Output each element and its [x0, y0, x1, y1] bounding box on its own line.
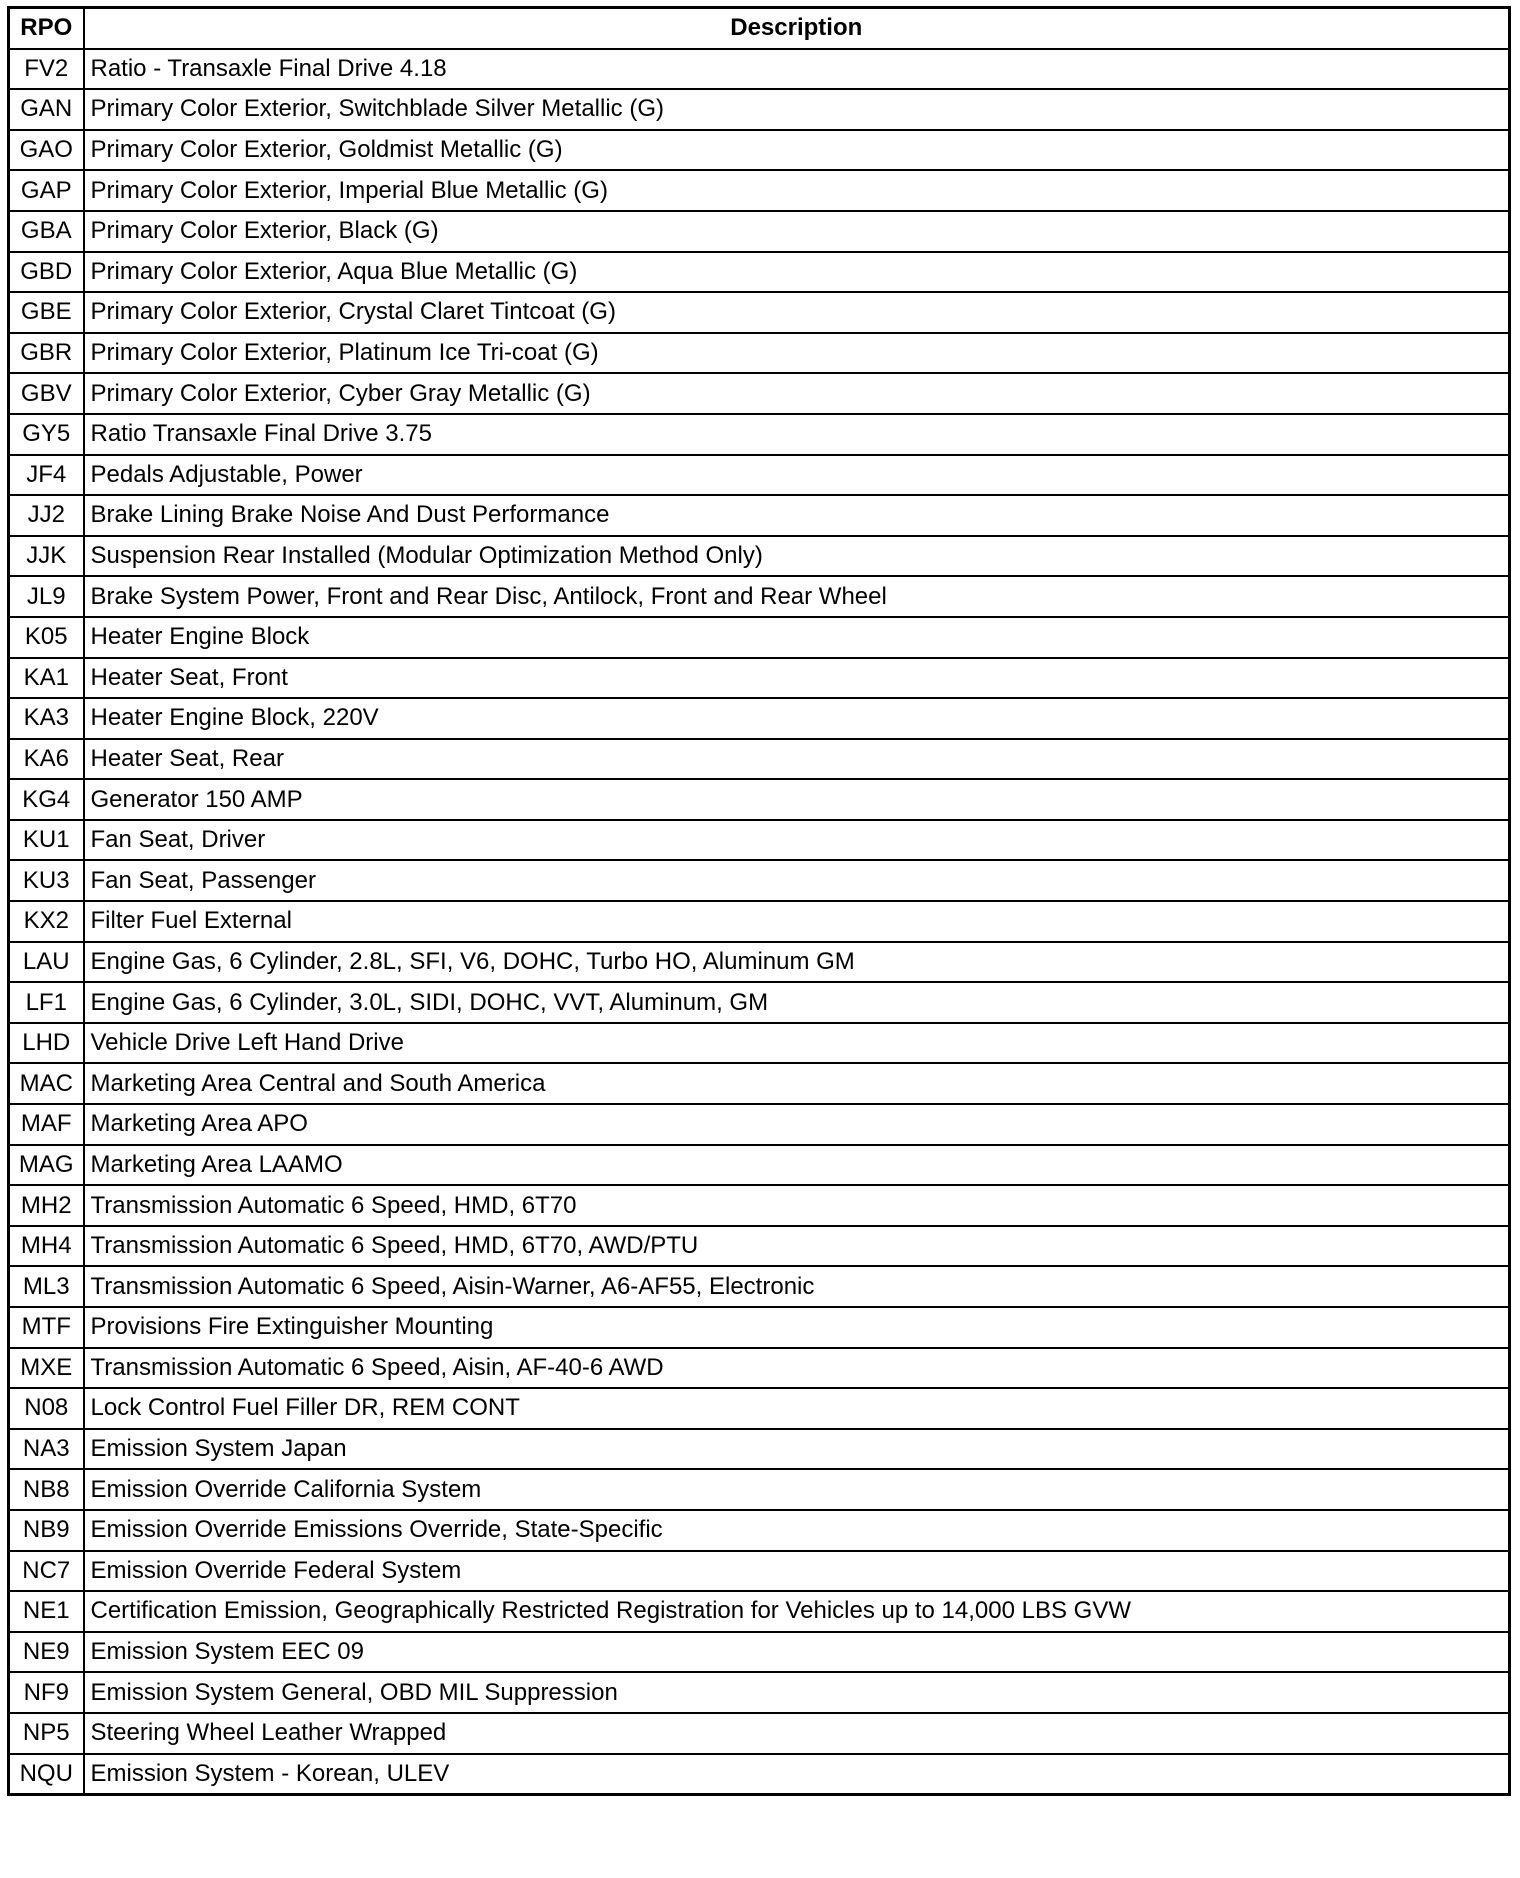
rpo-code-cell: JL9	[9, 576, 84, 617]
description-cell: Primary Color Exterior, Imperial Blue Metallic (G)	[84, 170, 1510, 211]
description-cell: Transmission Automatic 6 Speed, HMD, 6T70	[84, 1185, 1510, 1226]
table-row	[9, 1713, 1510, 1754]
table-row	[9, 292, 1510, 333]
rpo-code-cell: GBA	[9, 211, 84, 252]
table-row	[9, 49, 1510, 90]
rpo-code-cell: GBR	[9, 333, 84, 374]
rpo-code-cell: NQU	[9, 1754, 84, 1795]
table-row	[9, 373, 1510, 414]
rpo-code-cell: MH2	[9, 1185, 84, 1226]
header-row	[9, 8, 1510, 49]
description-cell: Suspension Rear Installed (Modular Optimization Method Only)	[84, 536, 1510, 577]
table-row	[9, 820, 1510, 861]
rpo-code-cell: KG4	[9, 779, 84, 820]
table-row	[9, 901, 1510, 942]
table-row	[9, 495, 1510, 536]
table-row	[9, 1185, 1510, 1226]
rpo-code-cell: JJ2	[9, 495, 84, 536]
table-row	[9, 617, 1510, 658]
table-row	[9, 860, 1510, 901]
description-cell: Vehicle Drive Left Hand Drive	[84, 1023, 1510, 1064]
rpo-code-cell: MAF	[9, 1104, 84, 1145]
description-cell: Fan Seat, Passenger	[84, 860, 1510, 901]
description-cell: Emission Override California System	[84, 1469, 1510, 1510]
rpo-code-cell: GBE	[9, 292, 84, 333]
rpo-code-cell: NC7	[9, 1551, 84, 1592]
description-cell: Marketing Area LAAMO	[84, 1145, 1510, 1186]
description-cell: Primary Color Exterior, Black (G)	[84, 211, 1510, 252]
description-cell: Primary Color Exterior, Cyber Gray Metallic (G)	[84, 373, 1510, 414]
table-row	[9, 1672, 1510, 1713]
description-cell: Emission Override Federal System	[84, 1551, 1510, 1592]
table-row	[9, 1754, 1510, 1795]
description-cell: Heater Seat, Rear	[84, 739, 1510, 780]
rpo-code-cell: KA6	[9, 739, 84, 780]
rpo-code-cell: NB9	[9, 1510, 84, 1551]
rpo-code-cell: JJK	[9, 536, 84, 577]
table-row	[9, 1591, 1510, 1632]
rpo-code-cell: FV2	[9, 49, 84, 90]
table-row	[9, 1510, 1510, 1551]
table-row	[9, 89, 1510, 130]
description-cell: Primary Color Exterior, Goldmist Metallic (G)	[84, 130, 1510, 171]
rpo-column-header: RPO	[9, 8, 84, 49]
table-row	[9, 739, 1510, 780]
description-cell: Brake System Power, Front and Rear Disc, Antilock, Front and Rear Wheel	[84, 576, 1510, 617]
description-cell: Marketing Area APO	[84, 1104, 1510, 1145]
rpo-code-cell: KA3	[9, 698, 84, 739]
description-cell: Marketing Area Central and South America	[84, 1063, 1510, 1104]
description-cell: Engine Gas, 6 Cylinder, 3.0L, SIDI, DOHC, VVT, Aluminum, GM	[84, 982, 1510, 1023]
table-row	[9, 1226, 1510, 1267]
rpo-code-cell: KU3	[9, 860, 84, 901]
description-cell: Fan Seat, Driver	[84, 820, 1510, 861]
rpo-code-cell: KA1	[9, 658, 84, 699]
table-row	[9, 130, 1510, 171]
rpo-code-cell: GBV	[9, 373, 84, 414]
table-row	[9, 576, 1510, 617]
table-row	[9, 414, 1510, 455]
description-cell: Steering Wheel Leather Wrapped	[84, 1713, 1510, 1754]
rpo-code-cell: NB8	[9, 1469, 84, 1510]
rpo-code-cell: NE1	[9, 1591, 84, 1632]
table-row	[9, 982, 1510, 1023]
table-row	[9, 779, 1510, 820]
table-row	[9, 1632, 1510, 1673]
rpo-code-cell: GY5	[9, 414, 84, 455]
table-row	[9, 1266, 1510, 1307]
rpo-code-cell: MAC	[9, 1063, 84, 1104]
description-cell: Provisions Fire Extinguisher Mounting	[84, 1307, 1510, 1348]
table-row	[9, 942, 1510, 983]
rpo-code-cell: NE9	[9, 1632, 84, 1673]
description-cell: Primary Color Exterior, Switchblade Silver Metallic (G)	[84, 89, 1510, 130]
description-cell: Generator 150 AMP	[84, 779, 1510, 820]
table-header	[9, 8, 1510, 49]
description-cell: Ratio Transaxle Final Drive 3.75	[84, 414, 1510, 455]
description-cell: Heater Engine Block	[84, 617, 1510, 658]
table-row	[9, 536, 1510, 577]
table-row	[9, 658, 1510, 699]
description-cell: Emission System EEC 09	[84, 1632, 1510, 1673]
table-row	[9, 1348, 1510, 1389]
rpo-code-cell: NA3	[9, 1429, 84, 1470]
rpo-code-cell: GAP	[9, 170, 84, 211]
table-row	[9, 252, 1510, 293]
rpo-code-cell: N08	[9, 1388, 84, 1429]
rpo-code-cell: GAO	[9, 130, 84, 171]
description-cell: Ratio - Transaxle Final Drive 4.18	[84, 49, 1510, 90]
description-cell: Filter Fuel External	[84, 901, 1510, 942]
table-row	[9, 1388, 1510, 1429]
rpo-code-cell: GBD	[9, 252, 84, 293]
table-row	[9, 1307, 1510, 1348]
table-row	[9, 1551, 1510, 1592]
rpo-code-cell: K05	[9, 617, 84, 658]
description-cell: Certification Emission, Geographically Restricted Registration for Vehicles up to 14,000 LBS GVW	[84, 1591, 1510, 1632]
rpo-code-cell: ML3	[9, 1266, 84, 1307]
rpo-code-cell: MTF	[9, 1307, 84, 1348]
rpo-code-cell: GAN	[9, 89, 84, 130]
table-row	[9, 1145, 1510, 1186]
rpo-table	[7, 6, 1511, 1796]
table-row	[9, 211, 1510, 252]
description-cell: Primary Color Exterior, Platinum Ice Tri-coat (G)	[84, 333, 1510, 374]
description-cell: Emission System General, OBD MIL Suppression	[84, 1672, 1510, 1713]
rpo-code-cell: JF4	[9, 455, 84, 496]
description-cell: Emission Override Emissions Override, State-Specific	[84, 1510, 1510, 1551]
description-cell: Heater Engine Block, 220V	[84, 698, 1510, 739]
rpo-code-cell: NP5	[9, 1713, 84, 1754]
table-row	[9, 1429, 1510, 1470]
table-row	[9, 333, 1510, 374]
rpo-code-cell: MAG	[9, 1145, 84, 1186]
description-column-header: Description	[84, 8, 1510, 49]
rpo-code-cell: LF1	[9, 982, 84, 1023]
table-row	[9, 1063, 1510, 1104]
description-cell: Brake Lining Brake Noise And Dust Performance	[84, 495, 1510, 536]
description-cell: Transmission Automatic 6 Speed, Aisin, AF-40-6 AWD	[84, 1348, 1510, 1389]
description-cell: Transmission Automatic 6 Speed, HMD, 6T70, AWD/PTU	[84, 1226, 1510, 1267]
rpo-code-cell: MH4	[9, 1226, 84, 1267]
description-cell: Lock Control Fuel Filler DR, REM CONT	[84, 1388, 1510, 1429]
rpo-code-cell: KX2	[9, 901, 84, 942]
table-row	[9, 698, 1510, 739]
table-row	[9, 1469, 1510, 1510]
description-cell: Heater Seat, Front	[84, 658, 1510, 699]
table-row	[9, 1104, 1510, 1145]
table-row	[9, 1023, 1510, 1064]
description-cell: Pedals Adjustable, Power	[84, 455, 1510, 496]
rpo-code-cell: KU1	[9, 820, 84, 861]
description-cell: Emission System - Korean, ULEV	[84, 1754, 1510, 1795]
rpo-code-cell: LAU	[9, 942, 84, 983]
table-row	[9, 170, 1510, 211]
description-cell: Transmission Automatic 6 Speed, Aisin-Warner, A6-AF55, Electronic	[84, 1266, 1510, 1307]
description-cell: Emission System Japan	[84, 1429, 1510, 1470]
description-cell: Primary Color Exterior, Aqua Blue Metallic (G)	[84, 252, 1510, 293]
description-cell: Engine Gas, 6 Cylinder, 2.8L, SFI, V6, DOHC, Turbo HO, Aluminum GM	[84, 942, 1510, 983]
table-body	[9, 49, 1510, 1795]
rpo-code-cell: MXE	[9, 1348, 84, 1389]
table-row	[9, 455, 1510, 496]
description-cell: Primary Color Exterior, Crystal Claret Tintcoat (G)	[84, 292, 1510, 333]
rpo-code-cell: LHD	[9, 1023, 84, 1064]
rpo-code-cell: NF9	[9, 1672, 84, 1713]
